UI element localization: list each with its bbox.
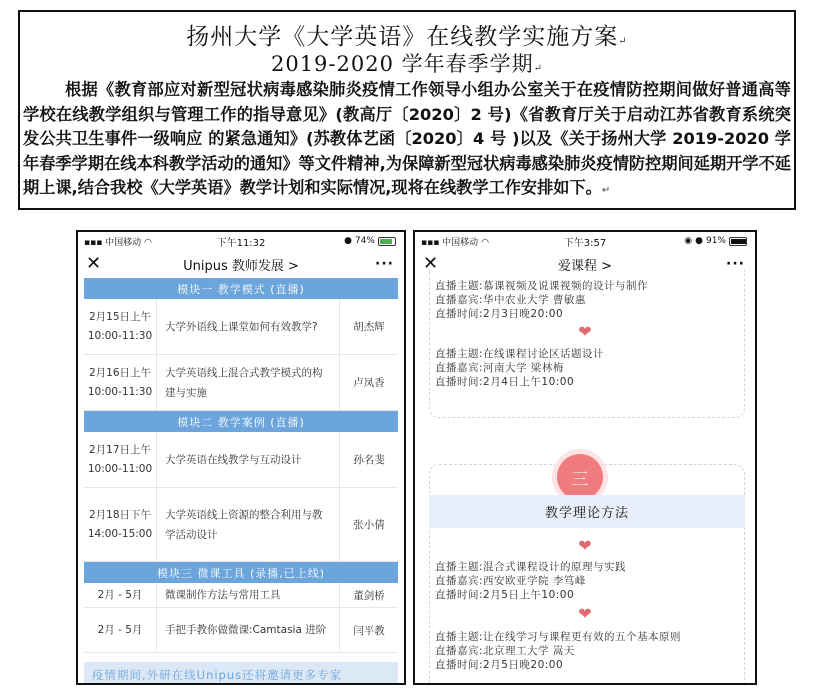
date-cell: 2月 - 5月 [97, 588, 143, 601]
date-cell: 2月 - 5月 [97, 623, 143, 636]
speaker-cell: 闫平教 [353, 624, 385, 637]
battery-icon [729, 237, 747, 246]
phone-screenshot-unipus [76, 230, 406, 685]
status-time: 下午3:57 [563, 237, 607, 249]
heart-icon: ❤ [578, 536, 592, 555]
nav-title[interactable]: Unipus 教师发展 > [183, 258, 299, 274]
wifi-icon: ◠ [144, 237, 152, 248]
speaker-cell: 董剑桥 [353, 589, 385, 602]
phone-screenshot-icourse [413, 230, 757, 685]
table-row[interactable] [84, 299, 398, 355]
nav-title[interactable]: 爱课程 > [557, 258, 613, 274]
battery-indicator: ◉ ● 91% [684, 236, 747, 246]
battery-indicator: ● 74% [344, 236, 396, 246]
date-cell: 2月16日上午 10:00-11:30 [87, 366, 153, 398]
document-body: 根据《教育部应对新型冠状病毒感染肺炎疫情工作领导小组办公室关于在疫情防控期间做好普通高等学校在线教学组织与管理工作的指导意见》(教高厅〔2020〕2 号)《省教育厅关于启动江苏省教育系统突发公共卫生事件一级响应 的紧急通知》(苏教体艺函〔2020〕4 号 )以及《关于扬州大学 2019-2020 学年春季学期在线本科教学活动的通知》等文件精神,为保障新型冠状病毒感染肺炎疫情防控期间延期开学不延期上课,结合我校《大学英语》教学计划和实际情况,现将在线教学工作安排如下。↵ [23, 80, 791, 197]
alarm-icon: ● [695, 236, 703, 246]
topic-cell: 手把手教你做微课:Camtasia 进阶 [156, 608, 340, 652]
section-number-badge: 三 [557, 454, 603, 500]
location-icon: ◉ [684, 236, 693, 246]
document-subtitle: 2019-2020 学年春季学期↵ [270, 52, 544, 76]
module-header: 模块三 微课工具 (录播,已上线) [84, 562, 398, 583]
close-icon[interactable]: ✕ [86, 253, 102, 274]
date-cell: 2月17日上午 10:00-11:00 [87, 443, 153, 475]
table-row[interactable] [84, 488, 398, 562]
module-header: 模块一 教学模式 (直播) [84, 278, 398, 299]
status-time: 下午11:32 [216, 237, 266, 249]
date-cell: 2月15日上午 10:00-11:30 [87, 310, 153, 342]
table-row[interactable] [84, 608, 398, 653]
speaker-cell: 卢凤香 [353, 377, 385, 389]
module-header: 模块二 教学案例 (直播) [84, 411, 398, 432]
speaker-cell: 张小倩 [353, 519, 385, 531]
close-icon[interactable]: ✕ [423, 253, 439, 274]
wifi-icon: ◠ [481, 237, 489, 248]
topic-cell: 大学外语线上课堂如何有效教学? [156, 299, 340, 354]
more-menu-button[interactable]: ··· [375, 256, 394, 272]
footer-note: 疫情期间,外研在线Unipus还将邀请更多专家 [84, 662, 398, 685]
table-row[interactable] [84, 432, 398, 488]
live-item: 直播主题:让在线学习与课程更有效的五个基本原则 直播嘉宾:北京理工大学 嵩天 直播时间:2月5日晚20:00 [435, 631, 682, 671]
nav-bar [78, 251, 404, 277]
date-cell: 2月18日下午 14:00-15:00 [87, 508, 153, 540]
live-item: 直播主题:在线课程讨论区话题设计 直播嘉宾:河南大学 梁林梅 直播时间:2月4日上午10:00 [435, 348, 605, 388]
live-item: 直播主题:混合式课程设计的原理与实践 直播嘉宾:西安欧亚学院 李笃峰 直播时间:2月5日上午10:00 [435, 561, 627, 601]
section-title: 教学理论方法 [429, 495, 745, 528]
topic-cell: 微课制作方法与常用工具 [156, 583, 340, 607]
carrier-label: ▪▪▪ 中国移动 ◠ [421, 237, 489, 248]
document-header-box [18, 10, 796, 210]
schedule-table [84, 278, 398, 653]
table-row[interactable] [84, 355, 398, 411]
more-menu-button[interactable]: ··· [726, 256, 745, 272]
heart-icon: ❤ [578, 604, 592, 623]
speaker-cell: 孙名斐 [353, 454, 385, 466]
document-title: 扬州大学《大学英语》在线教学实施方案↵ [186, 24, 628, 50]
status-bar [78, 232, 404, 250]
topic-cell: 大学英语线上混合式教学模式的构建与实施 [156, 355, 340, 410]
alarm-icon: ● [344, 236, 352, 246]
live-item: 直播主题:慕课视频及说课视频的设计与制作 直播嘉宾:华中农业大学 曹敏惠 直播时间:2月3日晚20:00 [435, 280, 649, 320]
carrier-label: ▪▪▪ 中国移动 ◠ [84, 237, 152, 248]
status-bar [415, 232, 755, 250]
topic-cell: 大学英语线上资源的整合利用与教学活动设计 [156, 488, 340, 561]
speaker-cell: 胡杰辉 [353, 321, 385, 333]
heart-icon: ❤ [578, 322, 592, 341]
battery-icon [378, 237, 396, 246]
table-row[interactable] [84, 583, 398, 608]
topic-cell: 大学英语在线教学与互动设计 [156, 432, 340, 487]
